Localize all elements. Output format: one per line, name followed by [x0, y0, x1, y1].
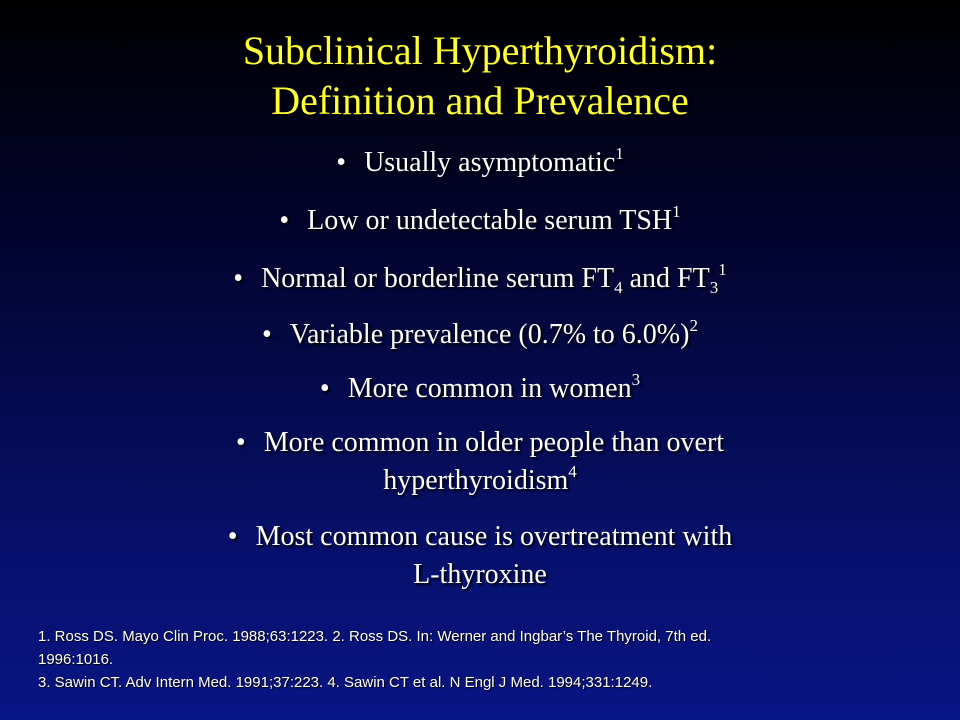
bullet-dot: •: [279, 205, 290, 236]
bullet-text: Normal or borderline serum FT: [261, 263, 615, 294]
slide-title: [0, 26, 960, 126]
bullet-item-low-tsh: [130, 202, 830, 240]
subscript-4: 4: [614, 278, 623, 297]
reference-superscript: 4: [568, 462, 577, 481]
bullet-text-line-2: hyperthyroidism: [383, 465, 569, 496]
reference-line-1: 1. Ross DS. Mayo Clin Proc. 1988;63:1223. 2. Ross DS. In: Werner and Ingbar’s The Thyroid, 7th ed.: [38, 628, 712, 645]
title-line-2: Definition and Prevalence: [271, 78, 689, 123]
title-line-1: Subclinical Hyperthyroidism:: [242, 28, 718, 73]
reference-line-3: 3. Sawin CT. Adv Intern Med. 1991;37:223. 4. Sawin CT et al. N Engl J Med. 1994;331:1249.: [38, 674, 653, 691]
bullet-item-women: [130, 370, 830, 408]
bullet-dot: •: [235, 427, 246, 458]
reference-superscript: 2: [689, 316, 698, 335]
reference-superscript: 1: [615, 144, 624, 163]
bullet-text: Low or undetectable serum TSH: [307, 205, 673, 236]
reference-superscript: 1: [718, 260, 727, 279]
bullet-text: Variable prevalence (0.7% to 6.0%): [289, 319, 690, 350]
bullet-item-normal-ft4-ft3: [130, 260, 830, 298]
bullet-dot: •: [319, 373, 330, 404]
bullet-text-line-1: Most common cause is overtreatment with: [255, 521, 733, 552]
bullet-item-older-people: [130, 424, 830, 500]
bullet-text: Usually asymptomatic: [364, 147, 616, 178]
bullet-dot: •: [227, 521, 238, 552]
bullet-text-line-2: L-thyroxine: [413, 559, 547, 590]
reference-superscript: 3: [631, 370, 641, 389]
bullet-item-common-cause: [130, 518, 830, 594]
bullet-dot: •: [233, 263, 244, 294]
bullet-item-asymptomatic: [130, 144, 830, 182]
bullet-dot: •: [336, 147, 347, 178]
subscript-3: 3: [709, 278, 719, 297]
references-footnote: [38, 625, 918, 694]
reference-superscript: 1: [672, 202, 681, 221]
bullet-item-prevalence: [130, 316, 830, 354]
reference-line-2: 1996:1016.: [38, 651, 114, 668]
bullet-text-line-1: More common in older people than overt: [263, 427, 725, 458]
bullet-text-continued: and FT: [622, 263, 710, 294]
bullet-dot: •: [262, 319, 272, 350]
bullet-text: More common in women: [347, 373, 632, 404]
